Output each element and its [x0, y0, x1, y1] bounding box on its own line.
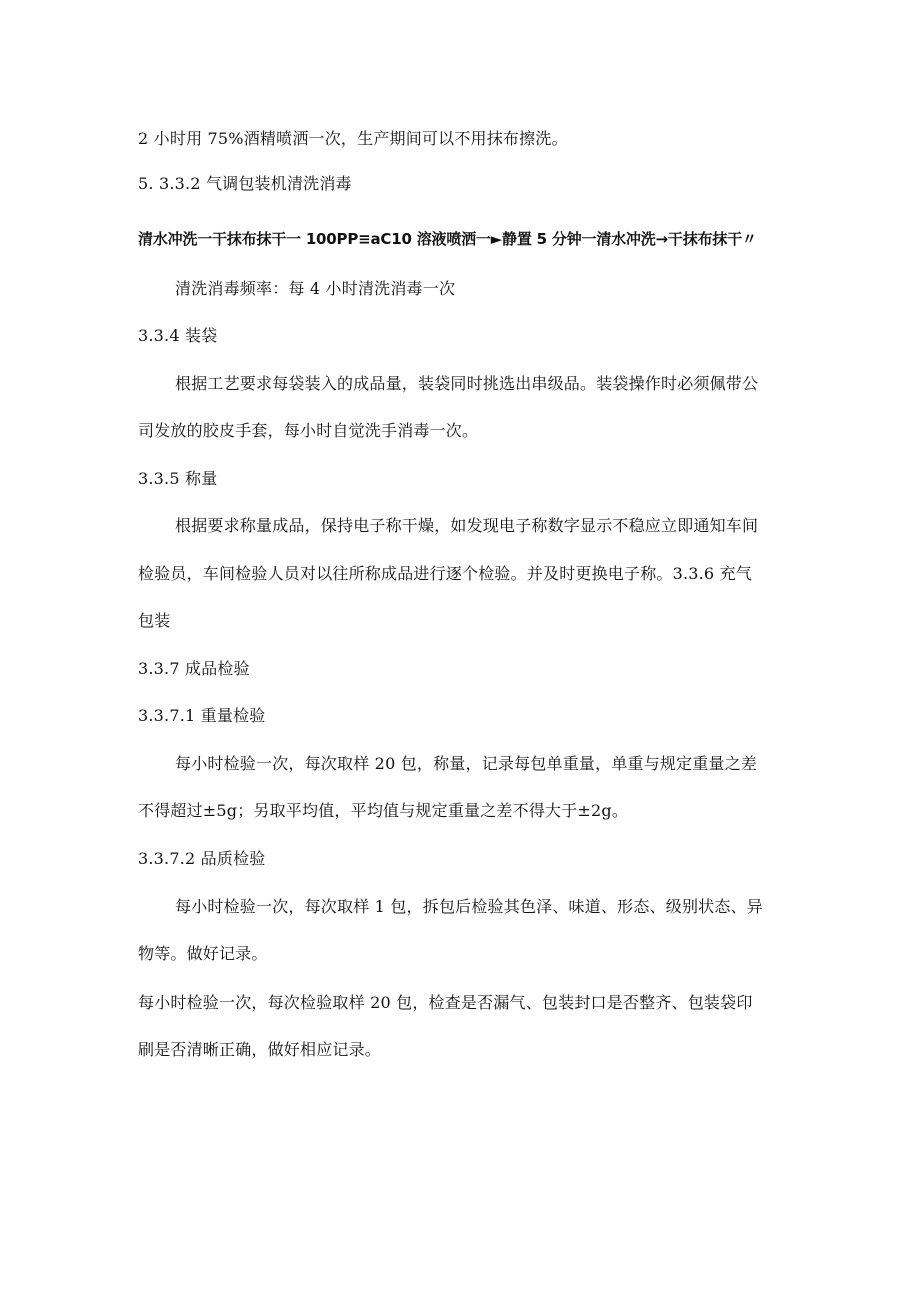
section-heading: 3.3.4 装袋	[138, 326, 218, 345]
paragraph-line: 每小时检验一次，每次取样 20 包，称量，记录每包单重量，单重与规定重量之差	[175, 754, 758, 773]
body-text-line: 2 小时用 75%酒精喷洒一次，生产期间可以不用抹布擦洗。	[138, 129, 568, 148]
cleaning-frequency-text: 清洗消毒频率：每 4 小时清洗消毒一次	[175, 279, 456, 298]
section-heading: 3.3.7 成品检验	[138, 659, 250, 678]
process-flow-line: 清水冲洗一干抹布抹干一 100PP≡aC10 溶液喷洒一►静置 5 分钟一清水冲洗→干抹布抹干〃	[138, 230, 757, 248]
paragraph-line: 每小时检验一次，每次取样 1 包，拆包后检验其色泽、味道、形态、级别状态、异	[175, 897, 763, 916]
paragraph-line: 物等。做好记录。	[138, 944, 268, 963]
paragraph-line: 检验员，车间检验人员对以往所称成品进行逐个检验。并及时更换电子称。3.3.6 充气	[138, 564, 752, 583]
paragraph-line: 根据要求称量成品，保持电子称干燥，如发现电子称数字显示不稳应立即通知车间	[175, 516, 759, 535]
paragraph-line: 根据工艺要求每袋装入的成品量，装袋同时挑选出串级品。装袋操作时必须佩带公	[175, 374, 759, 393]
paragraph-line: 不得超过±5g；另取平均值，平均值与规定重量之差不得大于±2g。	[138, 801, 629, 820]
subsection-heading: 3.3.7.1 重量检验	[138, 706, 266, 725]
section-heading: 5. 3.3.2 气调包装机清洗消毒	[138, 174, 352, 193]
paragraph-line: 每小时检验一次，每次检验取样 20 包，检查是否漏气、包装封口是否整齐、包装袋印	[138, 993, 753, 1012]
paragraph-line: 刷是否清晰正确，做好相应记录。	[138, 1040, 382, 1059]
subsection-heading: 3.3.7.2 品质检验	[138, 849, 266, 868]
section-heading: 3.3.5 称量	[138, 469, 218, 488]
paragraph-line: 包装	[138, 611, 171, 630]
paragraph-line: 司发放的胶皮手套，每小时自觉洗手消毒一次。	[138, 421, 479, 440]
